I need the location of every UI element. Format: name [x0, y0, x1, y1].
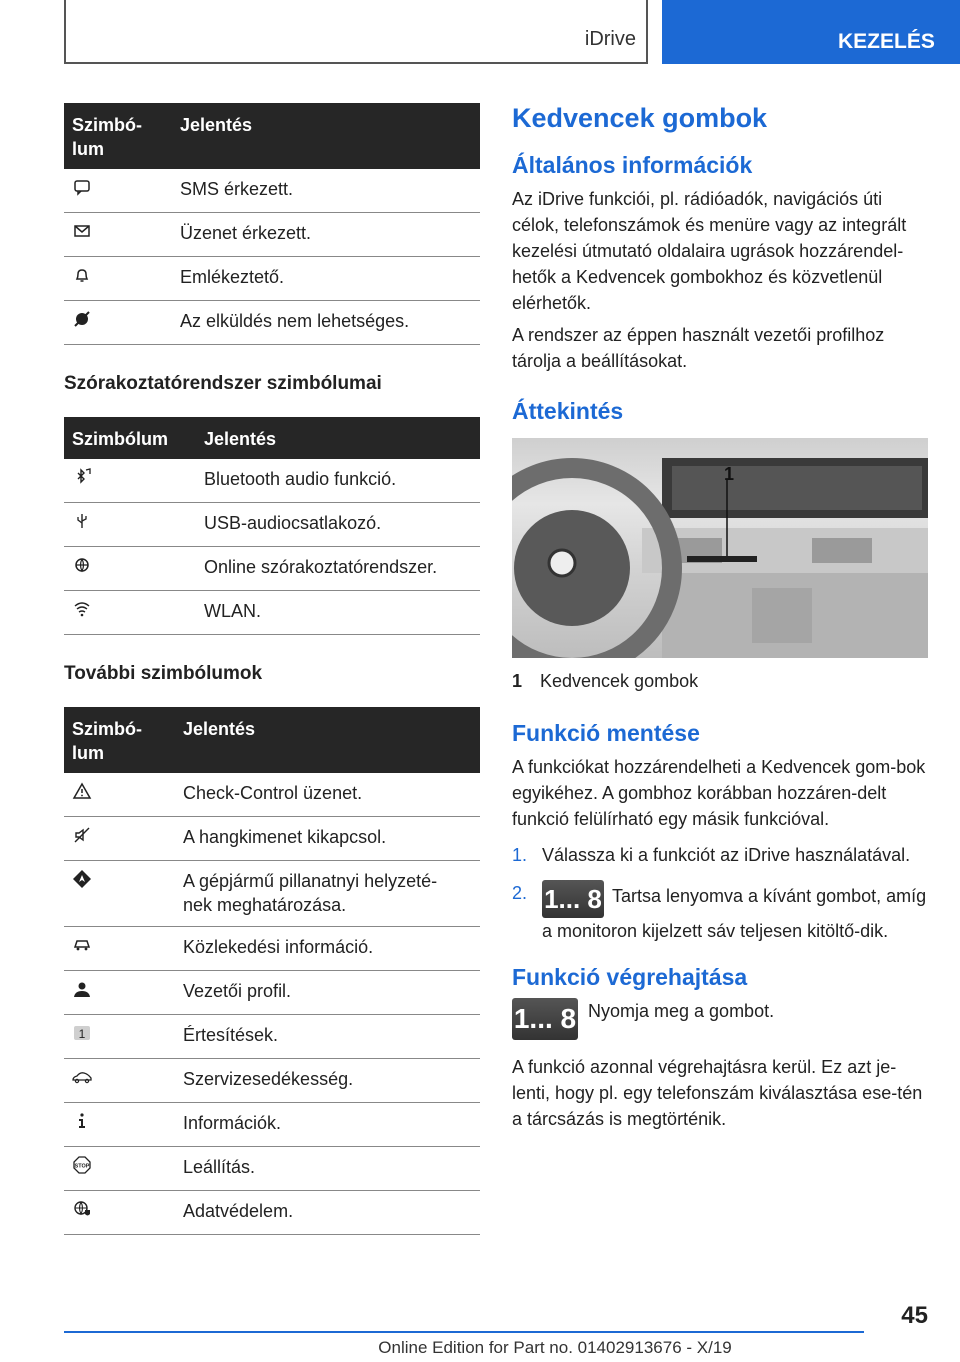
main-heading: Kedvencek gombok [512, 103, 768, 133]
symbol-cell [64, 1147, 175, 1191]
entertainment-symbols-heading: Szórakoztatórendszer szimbólumai [64, 373, 382, 394]
envelope-icon [72, 221, 92, 241]
meaning-cell: Információk. [175, 1103, 480, 1147]
online-entertainment-icon [72, 555, 92, 575]
symbol-cell [64, 817, 175, 861]
col-symbol-header: Szimbólum [64, 417, 196, 459]
notification-icon [72, 1023, 92, 1043]
table-row [64, 861, 480, 927]
meaning-cell: SMS érkezett. [172, 169, 480, 213]
table-row [64, 773, 480, 817]
table-row [64, 1147, 480, 1191]
save-function-heading: Funkció mentése [512, 720, 700, 746]
svg-text:1: 1 [78, 1027, 86, 1041]
chapter-tab: KEZELÉS [662, 0, 960, 64]
privacy-icon [72, 1199, 92, 1219]
step-text: Válassza ki a funkciót az iDrive használatával. [542, 845, 911, 865]
footer-rule [64, 1331, 864, 1333]
general-info-text: Az iDrive funkciói, pl. rádióadók, navigációs úti célok, telefonszámok és menüre vagy az integrált kezelési útmutató oldalaira ugrások hozzárendel-hetők a Kedvencek gombokhoz és közvetlenül elérhetők. [512, 189, 907, 313]
table-row [64, 1103, 480, 1147]
symbol-cell [64, 459, 196, 503]
table-row [64, 503, 480, 547]
step-content [542, 880, 928, 944]
messages-symbol-table [64, 103, 480, 345]
step-number: 1. [512, 845, 528, 865]
sms-icon [72, 177, 92, 197]
meaning-cell: Üzenet érkezett. [172, 213, 480, 257]
meaning-cell: A gépjármű pillanatnyi helyzeté- nek meghatározása. [175, 861, 480, 927]
execute-function-heading: Funkció végrehajtása [512, 964, 748, 990]
symbol-cell [64, 547, 196, 591]
meaning-cell: WLAN. [196, 591, 480, 635]
press-button-text: Nyomja meg a gombot. [588, 1001, 775, 1021]
step-text: Tartsa lenyomva a kívánt gombot, amíg a monitoron kijelzett sáv teljesen kitöltő-dik. [542, 886, 927, 941]
warning-triangle-icon [72, 781, 92, 801]
table-row [64, 169, 480, 213]
symbol-cell [64, 301, 172, 345]
speaker-muted-icon [72, 825, 92, 845]
table-row [64, 257, 480, 301]
step-2 [512, 880, 928, 944]
traffic-info-icon [72, 935, 92, 955]
meaning-cell: Vezetői profil. [175, 971, 480, 1015]
col-meaning-header: Jelentés [196, 417, 480, 459]
meaning-cell: Leállítás. [175, 1147, 480, 1191]
other-symbol-table [64, 707, 480, 1235]
table-row [64, 1015, 480, 1059]
footer-text: Online Edition for Part no. 01402913676 - X/19 [378, 1338, 732, 1357]
symbol-cell [64, 1103, 175, 1147]
col-symbol-header: Szimbó- lum [64, 103, 172, 169]
favorite-button-icon: 1... 8 [512, 998, 578, 1040]
table-row [64, 213, 480, 257]
execute-result-text: A funkció azonnal végrehajtásra kerül. Ez azt je-lenti, hogy pl. egy telefonszám kiválasztása ese-tén a tárcsázás is megtörténik. [512, 1057, 923, 1129]
symbol-cell [64, 971, 175, 1015]
meaning-cell: A hangkimenet kikapcsol. [175, 817, 480, 861]
table-row [64, 459, 480, 503]
car-service-icon [72, 1067, 92, 1087]
meaning-cell: Emlékeztető. [172, 257, 480, 301]
symbol-cell [64, 1015, 175, 1059]
symbol-cell [64, 213, 172, 257]
symbol-cell [64, 591, 196, 635]
table-row [64, 547, 480, 591]
figure-legend [512, 668, 928, 694]
col-meaning-header: Jelentés [172, 103, 480, 169]
usb-icon [72, 511, 92, 531]
legend-text: Kedvencek gombok [540, 671, 699, 691]
table-row [64, 927, 480, 971]
symbol-cell [64, 927, 175, 971]
overview-heading: Áttekintés [512, 398, 624, 424]
step-1 [512, 842, 928, 868]
table-row [64, 971, 480, 1015]
table-row [64, 1191, 480, 1235]
symbol-cell [64, 503, 196, 547]
symbol-cell [64, 1059, 175, 1103]
driver-profile-icon [72, 979, 92, 999]
other-symbols-heading: További szimbólumok [64, 663, 263, 684]
symbol-cell [64, 773, 175, 817]
meaning-cell: Közlekedési információ. [175, 927, 480, 971]
legend-number: 1 [512, 671, 523, 691]
page-number: 45 [901, 1302, 928, 1329]
general-info-heading: Általános információk [512, 152, 753, 178]
left-column [64, 103, 480, 1235]
bluetooth-audio-icon [72, 467, 92, 487]
meaning-cell: Online szórakoztatórendszer. [196, 547, 480, 591]
wlan-icon [72, 599, 92, 619]
col-symbol-header: Szimbó- lum [64, 707, 175, 773]
meaning-cell: Szervizesedékesség. [175, 1059, 480, 1103]
symbol-cell [64, 861, 175, 927]
save-steps [512, 842, 928, 944]
bell-icon [72, 265, 92, 285]
meaning-cell: Adatvédelem. [175, 1191, 480, 1235]
step-number: 2. [512, 883, 528, 903]
navigation-arrow-icon [72, 869, 92, 889]
meaning-cell: USB-audiocsatlakozó. [196, 503, 480, 547]
execute-row [512, 998, 928, 1044]
dashboard-illustration [512, 438, 928, 658]
table-row [64, 591, 480, 635]
favorite-button-icon: 1... 8 [542, 880, 604, 918]
profile-storage-text: A rendszer az éppen használt vezetői profilhoz tárolja a beállításokat. [512, 325, 885, 371]
svg-text:STOP: STOP [74, 1163, 90, 1170]
col-meaning-header: Jelentés [175, 707, 480, 773]
dashboard-photo [512, 438, 928, 658]
symbol-cell [64, 257, 172, 301]
info-icon [72, 1111, 92, 1131]
meaning-cell: Bluetooth audio funkció. [196, 459, 480, 503]
table-row [64, 1059, 480, 1103]
symbol-cell [64, 1191, 175, 1235]
send-disabled-icon [72, 309, 92, 329]
table-row [64, 817, 480, 861]
right-column [512, 100, 928, 1138]
symbol-cell [64, 169, 172, 213]
meaning-cell: Check-Control üzenet. [175, 773, 480, 817]
entertainment-symbol-table [64, 417, 480, 635]
stop-icon [72, 1155, 92, 1175]
callout-1: 1 [724, 464, 735, 484]
table-row [64, 301, 480, 345]
meaning-cell: Értesítések. [175, 1015, 480, 1059]
save-function-text: A funkciókat hozzárendelheti a Kedvencek gom-bok egyikéhez. A gombhoz korábban hozzáren-delt funkció felülírható egy másik funkcióval. [512, 757, 926, 829]
meaning-cell: Az elküldés nem lehetséges. [172, 301, 480, 345]
section-title: iDrive [584, 28, 636, 50]
